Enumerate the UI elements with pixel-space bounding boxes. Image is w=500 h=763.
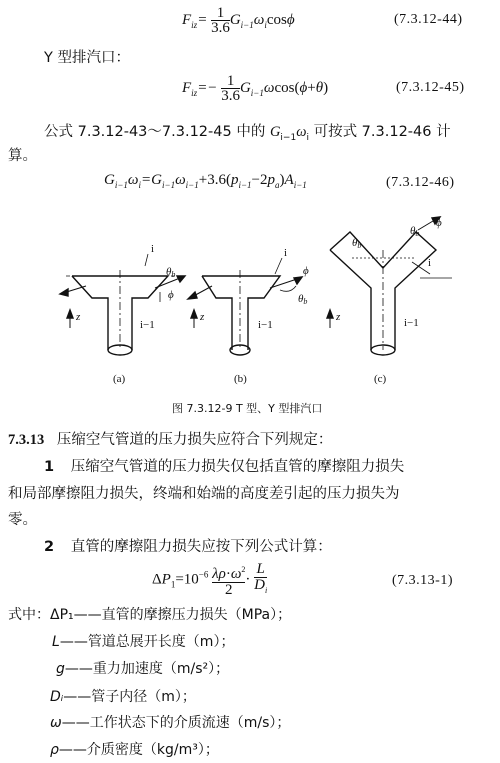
y-type-label: Y 型排汽口： xyxy=(44,50,130,66)
label-z-b: z xyxy=(200,311,205,323)
item-1-line-3: 零。 xyxy=(8,512,37,528)
item-2-line: 2 直管的摩擦阻力损失应按下列公式计算： xyxy=(44,539,332,555)
label-i-a: i xyxy=(151,243,155,255)
label-i-b: i xyxy=(284,247,288,259)
equation-7-3-12-44: $F_{iz}=$ $\frac{1}{3.6}$ $G_{i-1}\omega_i\cos\phi$ xyxy=(182,5,295,36)
legend-row-l: L——管道总展开长度（m）； xyxy=(52,634,235,650)
label-i-minus-1-c: i−1 xyxy=(404,317,419,329)
label-subfig-c: (c) xyxy=(374,373,387,385)
label-theta-b-b: θb xyxy=(298,293,308,306)
label-z-c: z xyxy=(336,311,341,323)
equation-number-131: (7.3.13-1) xyxy=(392,573,453,588)
label-i-minus-1-a: i−1 xyxy=(140,319,155,331)
formula-note-line-2: 算。 xyxy=(8,148,37,164)
section-number: 7.3.13 xyxy=(8,432,45,448)
equation-7-3-12-46: $G_{i-1}\omega_i=G_{i-1}\omega_{i-1}+3.6(p_{i-1}-2p_a)A_{i-1}$ xyxy=(104,172,307,190)
label-phi-b: ϕ xyxy=(303,265,309,277)
equation-number-44: (7.3.12-44) xyxy=(394,12,463,27)
legend-row-omega: ω——工作状态下的介质流速（m/s）； xyxy=(50,715,291,731)
legend-row-g: g——重力加速度（m/s²）； xyxy=(56,661,230,677)
equation-number-46: (7.3.12-46) xyxy=(386,175,455,190)
equation-7-3-12-45: $F_{iz}=-$ $\frac{1}{3.6}$ $G_{i-1}\omega\cos(\phi+\theta)$ xyxy=(182,73,329,104)
exhaust-outlet-figure xyxy=(0,210,500,425)
legend-row-delta-p1: 式中：ΔP₁——直管的摩擦压力损失（MPa）； xyxy=(8,607,292,623)
label-theta-b-c-right: θb xyxy=(410,225,420,238)
label-i-minus-1-b: i−1 xyxy=(258,319,273,331)
label-i-c: i xyxy=(428,257,432,269)
formula-note-line-1: 公式 7.3.12-43～7.3.12-45 中的 $G_{i-1}\omega_i$ 可按式 7.3.12-46 计 xyxy=(44,124,451,143)
legend-row-rho: ρ——介质密度（kg/m³）； xyxy=(50,742,219,758)
section-title: 压缩空气管道的压力损失应符合下列规定： xyxy=(56,432,333,448)
label-subfig-a: (a) xyxy=(113,373,126,385)
item-1-number: 1 xyxy=(44,459,55,475)
t-type-outlet-b xyxy=(188,258,302,355)
item-1-line-1: 1 压缩空气管道的压力损失仅包括直管的摩擦阻力损失 xyxy=(44,459,405,475)
label-theta-b-a: θb xyxy=(166,266,176,279)
equation-number-45: (7.3.12-45) xyxy=(396,80,465,95)
y-type-outlet-c xyxy=(327,217,452,355)
figure-caption: 图 7.3.12-9 T 型、Y 型排汽口 xyxy=(172,402,323,415)
label-phi-a: ϕ xyxy=(168,289,174,301)
item-2-number: 2 xyxy=(44,539,55,555)
section-7-3-13 xyxy=(8,428,332,449)
legend-row-di: Dᵢ——管子内径（m）； xyxy=(50,689,196,705)
label-subfig-b: (b) xyxy=(234,373,247,385)
label-theta-b-c-left: θb xyxy=(352,237,362,250)
item-1-line-2: 和局部摩擦阻力损失，终端和始端的高度差引起的压力损失为 xyxy=(8,486,400,502)
label-z-a: z xyxy=(76,311,81,323)
equation-7-3-13-1: $\Delta P_1=10^{-6}$ $\frac{\lambda\rho\cdot\omega^2}{2}$ · $\frac{L}{D_i}$ xyxy=(152,561,268,598)
label-phi-c: ϕ xyxy=(436,217,442,229)
